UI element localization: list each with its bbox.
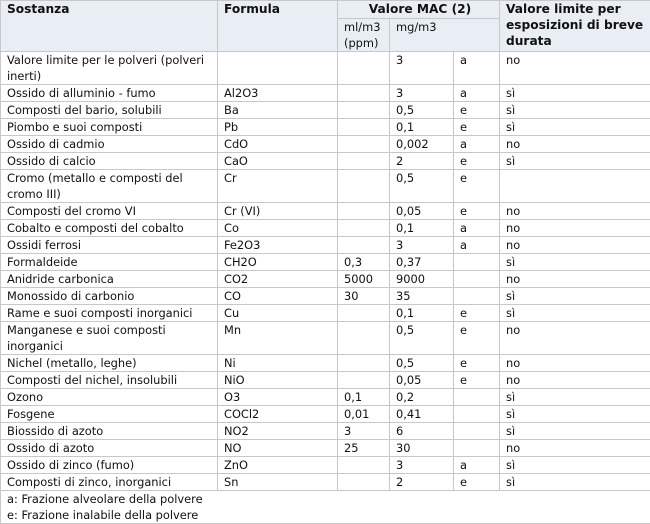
table-row [1,322,650,355]
cell-sostanza: Ossido di zinco (fumo) [1,457,218,474]
cell-mgm3: 0,5 [390,355,454,372]
cell-frazione: e [454,119,500,136]
table-row [1,457,650,474]
cell-breve-durata: no [500,372,650,389]
cell-frazione: e [454,372,500,389]
cell-breve-durata [500,170,650,203]
cell-ppm [338,102,390,119]
column-header-formula: Formula [218,1,338,52]
cell-sostanza: Composti del bario, solubili [1,102,218,119]
cell-formula: Sn [218,474,338,491]
cell-frazione: e [454,474,500,491]
cell-formula: Cr (VI) [218,203,338,220]
table-row [1,52,650,85]
cell-ppm: 25 [338,440,390,457]
cell-frazione: a [454,457,500,474]
cell-sostanza: Fosgene [1,406,218,423]
cell-sostanza: Biossido di azoto [1,423,218,440]
table-row [1,389,650,406]
cell-mgm3: 0,41 [390,406,454,423]
cell-breve-durata: no [500,136,650,153]
cell-breve-durata: sì [500,85,650,102]
cell-frazione: a [454,220,500,237]
table-row [1,85,650,102]
cell-mgm3: 3 [390,457,454,474]
cell-mgm3: 3 [390,237,454,254]
column-header-valore-mac: Valore MAC (2) [338,1,500,19]
cell-ppm [338,153,390,170]
cell-sostanza: Rame e suoi composti inorganici [1,305,218,322]
cell-ppm: 5000 [338,271,390,288]
table-row [1,136,650,153]
cell-sostanza: Manganese e suoi composti inorganici [1,322,218,355]
cell-sostanza: Ozono [1,389,218,406]
table-row [1,153,650,170]
cell-formula: NiO [218,372,338,389]
cell-mgm3: 0,05 [390,203,454,220]
table-row [1,170,650,203]
cell-ppm: 0,3 [338,254,390,271]
cell-sostanza: Ossido di azoto [1,440,218,457]
table-row [1,237,650,254]
cell-breve-durata: sì [500,406,650,423]
cell-breve-durata: sì [500,305,650,322]
cell-ppm [338,474,390,491]
table-row [1,271,650,288]
footnote-row [1,491,650,508]
table-row [1,355,650,372]
cell-frazione [454,423,500,440]
table-row [1,474,650,491]
table-row [1,254,650,271]
cell-formula: NO2 [218,423,338,440]
table-row [1,440,650,457]
cell-breve-durata: no [500,440,650,457]
cell-sostanza: Ossidi ferrosi [1,237,218,254]
cell-mgm3: 0,37 [390,254,454,271]
cell-formula: Mn [218,322,338,355]
cell-formula: Ba [218,102,338,119]
cell-frazione: a [454,85,500,102]
cell-sostanza: Ossido di cadmio [1,136,218,153]
cell-formula: Pb [218,119,338,136]
cell-breve-durata: sì [500,423,650,440]
cell-ppm: 3 [338,423,390,440]
cell-frazione: e [454,305,500,322]
cell-breve-durata: sì [500,288,650,305]
cell-ppm [338,85,390,102]
cell-sostanza: Cobalto e composti del cobalto [1,220,218,237]
table-row [1,119,650,136]
cell-frazione [454,389,500,406]
cell-frazione [454,406,500,423]
cell-frazione [454,440,500,457]
cell-formula: Fe2O3 [218,237,338,254]
table-row [1,220,650,237]
cell-frazione: e [454,170,500,203]
cell-breve-durata: no [500,271,650,288]
footnote-row [1,507,650,524]
footnote-e: e: Frazione inalabile della polvere [1,507,650,524]
column-header-sostanza: Sostanza [1,1,218,52]
footnote-a: a: Frazione alveolare della polvere [1,491,650,508]
cell-sostanza: Formaldeide [1,254,218,271]
cell-mgm3: 2 [390,153,454,170]
cell-frazione: e [454,153,500,170]
cell-breve-durata: no [500,355,650,372]
cell-mgm3: 3 [390,85,454,102]
cell-formula: CaO [218,153,338,170]
cell-ppm [338,322,390,355]
cell-frazione: e [454,102,500,119]
table-row [1,305,650,322]
cell-formula: Cr [218,170,338,203]
cell-ppm: 30 [338,288,390,305]
cell-mgm3: 0,002 [390,136,454,153]
cell-formula: Al2O3 [218,85,338,102]
cell-mgm3: 6 [390,423,454,440]
cell-breve-durata: no [500,237,650,254]
cell-frazione: a [454,136,500,153]
cell-formula: CO2 [218,271,338,288]
cell-sostanza: Composti del cromo VI [1,203,218,220]
cell-breve-durata: sì [500,119,650,136]
cell-sostanza: Composti del nichel, insolubili [1,372,218,389]
cell-mgm3: 35 [390,288,454,305]
cell-mgm3: 0,5 [390,102,454,119]
cell-frazione: e [454,322,500,355]
cell-ppm [338,305,390,322]
cell-sostanza: Composti di zinco, inorganici [1,474,218,491]
cell-frazione [454,271,500,288]
cell-formula: COCl2 [218,406,338,423]
cell-mgm3: 0,5 [390,170,454,203]
cell-ppm: 0,1 [338,389,390,406]
cell-frazione: e [454,355,500,372]
column-header-breve-durata: Valore limite per esposizioni di breve durata [500,1,650,52]
cell-mgm3: 0,1 [390,220,454,237]
cell-breve-durata: no [500,220,650,237]
cell-breve-durata: sì [500,474,650,491]
cell-breve-durata: sì [500,254,650,271]
cell-ppm [338,237,390,254]
cell-formula: Ni [218,355,338,372]
cell-frazione [454,288,500,305]
cell-ppm [338,136,390,153]
cell-breve-durata: no [500,322,650,355]
cell-sostanza: Monossido di carbonio [1,288,218,305]
cell-mgm3: 0,1 [390,305,454,322]
cell-sostanza: Valore limite per le polveri (polveri inerti) [1,52,218,85]
cell-sostanza: Cromo (metallo e composti del cromo III) [1,170,218,203]
cell-ppm [338,355,390,372]
cell-sostanza: Ossido di alluminio - fumo [1,85,218,102]
table-row [1,372,650,389]
cell-formula: CdO [218,136,338,153]
table-row [1,406,650,423]
cell-frazione: a [454,52,500,85]
cell-formula: ZnO [218,457,338,474]
cell-ppm [338,170,390,203]
cell-frazione [454,254,500,271]
cell-sostanza: Nichel (metallo, leghe) [1,355,218,372]
cell-ppm [338,203,390,220]
cell-formula [218,52,338,85]
cell-mgm3: 9000 [390,271,454,288]
cell-ppm: 0,01 [338,406,390,423]
cell-sostanza: Anidride carbonica [1,271,218,288]
cell-breve-durata: sì [500,153,650,170]
subheader-mgm3: mg/m3 [390,19,500,52]
table-row [1,423,650,440]
cell-mgm3: 2 [390,474,454,491]
cell-mgm3: 3 [390,52,454,85]
cell-formula: Cu [218,305,338,322]
cell-ppm [338,372,390,389]
cell-sostanza: Piombo e suoi composti [1,119,218,136]
cell-breve-durata: sì [500,457,650,474]
cell-ppm [338,119,390,136]
cell-ppm [338,457,390,474]
cell-breve-durata: no [500,203,650,220]
cell-ppm [338,220,390,237]
table-row [1,102,650,119]
cell-breve-durata: sì [500,102,650,119]
cell-ppm [338,52,390,85]
cell-formula: NO [218,440,338,457]
cell-sostanza: Ossido di calcio [1,153,218,170]
cell-frazione: a [454,237,500,254]
table-row [1,288,650,305]
cell-mgm3: 0,5 [390,322,454,355]
cell-frazione: e [454,203,500,220]
cell-breve-durata: sì [500,389,650,406]
cell-breve-durata: no [500,52,650,85]
cell-mgm3: 0,05 [390,372,454,389]
cell-mgm3: 0,1 [390,119,454,136]
subheader-ppm: ml/m3 (ppm) [338,19,390,52]
header-row [1,1,650,19]
cell-mgm3: 0,2 [390,389,454,406]
cell-formula: Co [218,220,338,237]
cell-formula: CO [218,288,338,305]
cell-mgm3: 30 [390,440,454,457]
table-row [1,203,650,220]
cell-formula: CH2O [218,254,338,271]
cell-formula: O3 [218,389,338,406]
